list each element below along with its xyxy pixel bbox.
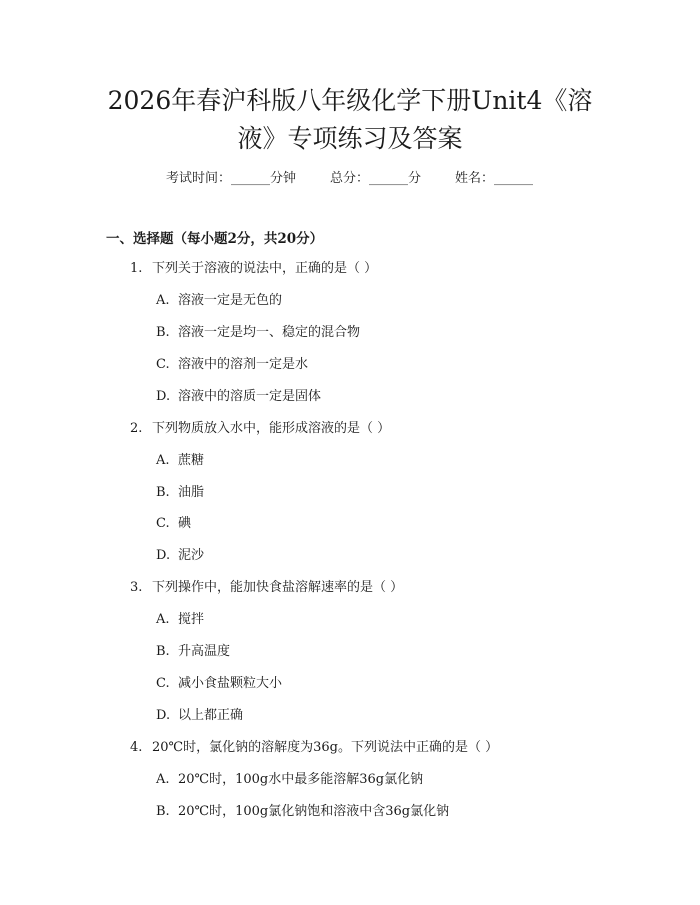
question-3-option-d (156, 707, 243, 725)
question-text: 下列关于溶液的说法中，正确的是（ ） (152, 261, 378, 276)
option-letter: A. (156, 293, 170, 308)
option-letter: B. (156, 325, 170, 340)
option-letter: B. (156, 485, 170, 500)
option-letter: D. (156, 708, 171, 723)
question-4 (130, 739, 498, 757)
option-text: 减小食盐颗粒大小 (178, 676, 283, 691)
question-3 (130, 579, 403, 597)
option-text: 20℃时，100g氯化钠饱和溶液中含36g氯化钠 (178, 804, 450, 819)
question-4-option-a (156, 771, 423, 789)
option-text: 20℃时，100g水中最多能溶解36g氯化钠 (178, 772, 424, 787)
option-text: 碘 (178, 516, 192, 531)
total-score: 总分：______分 (330, 171, 422, 186)
question-2-option-a (156, 452, 204, 470)
option-text: 油脂 (178, 485, 205, 500)
option-letter: A. (156, 612, 170, 627)
document-title (60, 82, 640, 158)
question-3-option-b (156, 643, 230, 661)
option-text: 蔗糖 (178, 453, 205, 468)
option-letter: A. (156, 772, 170, 787)
question-3-option-a (156, 611, 204, 629)
question-text: 20℃时，氯化钠的溶解度为36g。下列说法中正确的是（ ） (152, 740, 499, 755)
student-name: 姓名：______ (455, 171, 534, 186)
question-2-option-d (156, 547, 204, 565)
option-text: 溶液中的溶剂一定是水 (178, 357, 309, 372)
option-letter: C. (156, 357, 170, 372)
question-text: 下列操作中，能加快食盐溶解速率的是（ ） (152, 580, 404, 595)
question-1 (130, 260, 377, 278)
question-1-option-a (156, 292, 282, 310)
exam-time: 考试时间：______分钟 (166, 171, 297, 186)
option-letter: D. (156, 548, 171, 563)
option-letter: C. (156, 516, 170, 531)
title-line-2: 液》专项练习及答案 (237, 124, 463, 153)
question-number: 4. (130, 740, 143, 755)
question-4-option-b (156, 803, 449, 821)
question-2 (130, 420, 390, 438)
option-letter: B. (156, 644, 170, 659)
question-number: 3. (130, 580, 143, 595)
question-1-option-c (156, 356, 308, 374)
question-3-option-c (156, 675, 282, 693)
option-letter: D. (156, 389, 171, 404)
question-1-option-b (156, 324, 360, 342)
option-text: 搅拌 (178, 612, 205, 627)
option-letter: B. (156, 804, 170, 819)
option-text: 泥沙 (178, 548, 205, 563)
question-2-option-b (156, 484, 204, 502)
option-letter: C. (156, 676, 170, 691)
question-text: 下列物质放入水中，能形成溶液的是（ ） (152, 421, 391, 436)
option-text: 溶液一定是无色的 (178, 293, 283, 308)
question-number: 2. (130, 421, 143, 436)
question-1-option-d (156, 388, 321, 406)
question-2-option-c (156, 515, 191, 533)
question-number: 1. (130, 261, 143, 276)
option-text: 溶液一定是均一、稳定的混合物 (178, 325, 361, 340)
option-letter: A. (156, 453, 170, 468)
section-heading: 一、选择题（每小题2分，共20分） (106, 231, 324, 247)
title-line-1: 2026年春沪科版八年级化学下册Unit4《溶 (107, 86, 593, 115)
option-text: 以上都正确 (178, 708, 244, 723)
option-text: 溶液中的溶质一定是固体 (178, 389, 322, 404)
option-text: 升高温度 (178, 644, 231, 659)
